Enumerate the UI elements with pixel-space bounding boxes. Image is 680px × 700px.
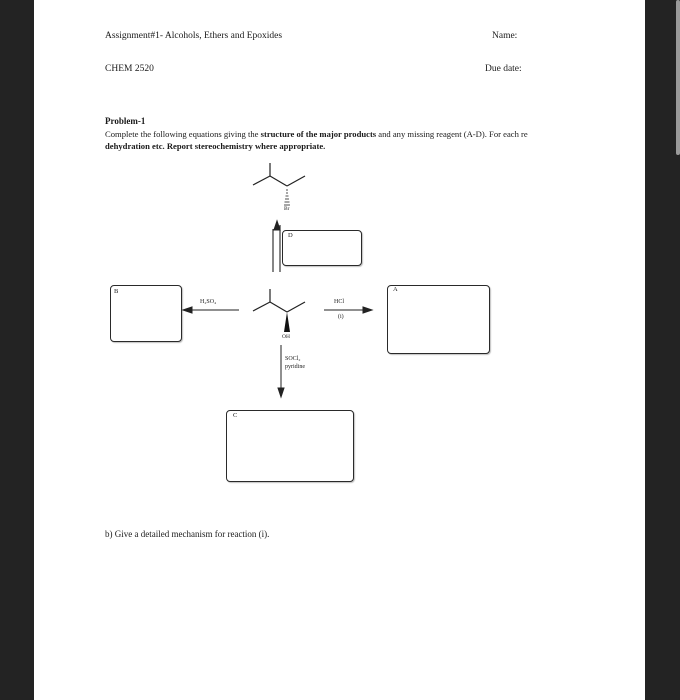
viewer-frame-right	[645, 0, 680, 700]
answer-box-b[interactable]	[110, 285, 182, 342]
due-date-label: Due date:	[485, 64, 522, 74]
reagent-pyridine: pyridine	[285, 364, 305, 370]
problem-instructions-line1: Complete the following equations giving the structure of the major products and any missing reagent (A-D). For each re	[105, 129, 528, 139]
arrow-to-d	[273, 221, 280, 272]
arrow-to-c	[278, 345, 284, 397]
arrow-to-b	[183, 307, 239, 313]
answer-box-a[interactable]	[387, 285, 490, 354]
box-b-label: B	[114, 288, 119, 295]
box-a-label: A	[393, 286, 398, 293]
scrollbar-thumb[interactable]	[676, 0, 680, 155]
hashed-wedge-bond	[284, 189, 290, 205]
bromide-structure	[253, 163, 305, 186]
alcohol-structure	[253, 289, 305, 312]
solid-wedge-bond	[284, 312, 290, 332]
assignment-title: Assignment#1- Alcohols, Ethers and Epoxides	[105, 31, 283, 41]
box-c-label: C	[233, 412, 238, 419]
name-label: Name:	[492, 31, 518, 41]
bromine-label: Br	[284, 206, 290, 212]
reagent-socl2: SOCl₂	[285, 356, 301, 362]
course-code: CHEM 2520	[105, 64, 154, 74]
box-d-label: D	[288, 232, 293, 239]
arrow-to-a	[324, 307, 372, 313]
problem-heading: Problem-1	[105, 116, 146, 126]
viewer-frame-left	[0, 0, 34, 700]
reagent-h2so4: H₂SO₄	[200, 299, 217, 305]
reagent-hcl: HCl	[334, 299, 345, 305]
answer-box-d[interactable]	[282, 230, 362, 266]
reaction-scheme	[34, 0, 645, 700]
document-page	[34, 0, 645, 700]
answer-box-c[interactable]	[226, 410, 354, 482]
part-b-question: b) Give a detailed mechanism for reaction (i).	[105, 529, 270, 539]
reaction-number-i: (i)	[338, 314, 344, 320]
problem-instructions-line2: dehydration etc. Report stereochemistry where appropriate.	[105, 141, 326, 151]
hydroxyl-label: OH	[282, 334, 290, 340]
